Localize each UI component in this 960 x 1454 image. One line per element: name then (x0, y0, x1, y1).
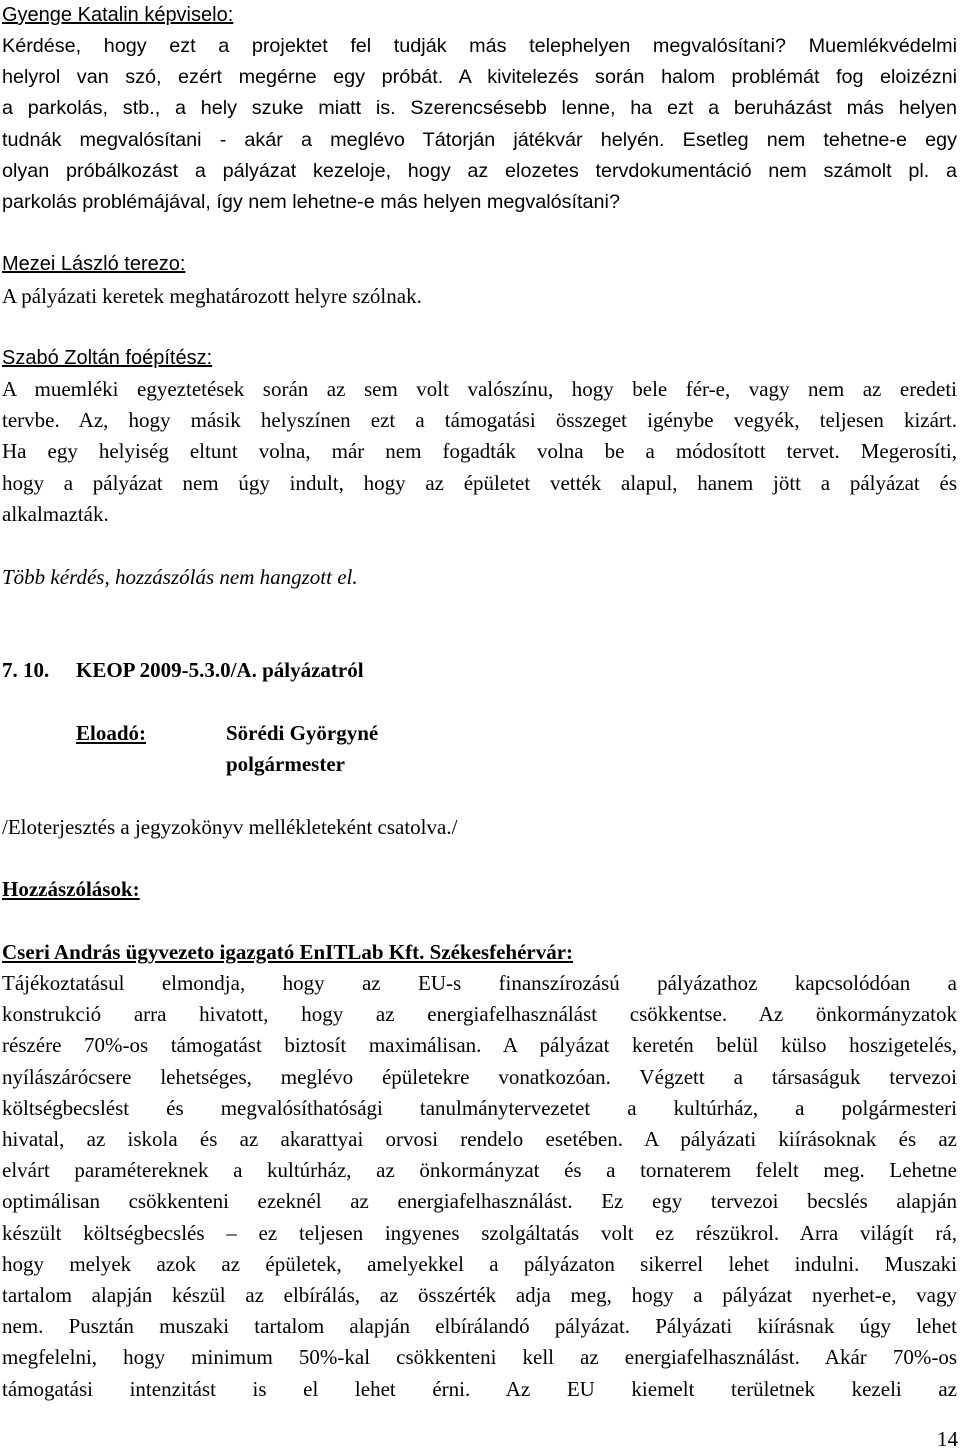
closing-note: Több kérdés, hozzászólás nem hangzott el. (2, 565, 358, 589)
paragraph-line: hivatal, az iskola és az akarattyai orvosi rendelo esetében. A pályázati kiírásoknak és az (2, 1127, 957, 1152)
paragraph-line: A pályázati keretek meghatározott helyre szólnak. (2, 284, 422, 308)
paragraph-line: tudnák megvalósítani - akár a meglévo Tátorján játékvár helyén. Esetleg nem tehetne-e egy (2, 128, 957, 151)
speech-paragraph-szabo (2, 374, 957, 530)
paragraph-line: nem. Pusztán muszaki tartalom alapján elbírálandó pályázat. Pályázati kiírásnak úgy lehet (2, 1314, 957, 1339)
paragraph-line: részére 70%-os támogatást biztosít maximálisan. A pályázat keretén belül külso hoszigetelés, (2, 1033, 957, 1058)
paragraph-line: olyan próbálkozást a pályázat kezeloje, hogy az elozetes tervdokumentáció nem számolt pl. a (2, 159, 957, 182)
paragraph-line: nyílászárócsere lehetséges, meglévo épületekre vonatkozóan. Végzett a társaságuk tervezoi (2, 1064, 957, 1089)
paragraph-line: elvárt paramétereknek a kultúrház, az önkormányzat és a tornaterem felelt meg. Lehetne (2, 1158, 957, 1183)
agenda-number: 7. 10. (2, 658, 50, 682)
paragraph-line: tervbe. Az, hogy másik helyszínen ezt a támogatási összeget igénybe vegyék, teljesen kizárt. (2, 408, 957, 433)
paragraph-line: parkolás problémájával, így nem lehetne-e más helyen megvalósítani? (2, 191, 620, 214)
comments-heading: Hozzászólások: (2, 877, 140, 901)
paragraph-line: konstrukció arra hivatott, hogy az energiafelhasználást csökkentse. Az önkormányzatok (2, 1002, 957, 1027)
page-number: 14 (937, 1427, 958, 1451)
paragraph-line: optimálisan csökkenteni ezeknél az energiafelhasználást. Ez egy tervezoi becslés alapján (2, 1189, 957, 1214)
speech-paragraph-cseri (2, 968, 957, 1405)
presenter-role: polgármester (226, 752, 345, 776)
speaker-heading-gyenge: Gyenge Katalin képviselo: (2, 4, 234, 26)
paragraph-line: alkalmazták. (2, 501, 109, 526)
attachment-note: /Eloterjesztés a jegyzokönyv mellékleteként csatolva./ (2, 815, 458, 839)
paragraph-line: Tájékoztatásul elmondja, hogy az EU-s finanszírozású pályázathoz kapcsolódóan a (2, 971, 957, 995)
speaker-heading-cseri: Cseri András ügyvezeto igazgató EnITLab Kft. Székesfehérvár: (2, 940, 574, 964)
paragraph-line: támogatási intenzitást is el lehet érni. Az EU kiemelt területnek kezeli az (2, 1376, 957, 1401)
agenda-title: KEOP 2009-5.3.0/A. pályázatról (76, 658, 364, 682)
paragraph-line: megfelelni, hogy minimum 50%-kal csökkenteni kell az energiafelhasználást. Akár 70%-os (2, 1345, 957, 1370)
speaker-heading-szabo: Szabó Zoltán foépítész: (2, 347, 213, 369)
presenter-name: Sörédi Györgyné (226, 721, 379, 745)
paragraph-line: hogy a pályázat nem úgy indult, hogy az épületet vették alapul, hanem jött a pályázat és (2, 470, 957, 495)
paragraph-line: készült költségbecslés – ez teljesen ingyenes szolgáltatás volt ez részükrol. Arra világít rá, (2, 1220, 957, 1245)
presenter-label: Eloadó: (76, 721, 147, 745)
speech-paragraph-gyenge (2, 31, 957, 218)
paragraph-line: költségbecslést és megvalósíthatósági tanulmánytervezetet a kultúrház, a polgármesteri (2, 1095, 957, 1120)
paragraph-line: helyrol van szó, ezért megérne egy próbát. A kivitelezés során halom problémát fog eloizézni (2, 66, 957, 89)
paragraph-line: A muemléki egyeztetések során az sem volt valószínu, hogy bele fér-e, vagy nem az eredeti (2, 377, 957, 401)
paragraph-line: a parkolás, stb., a hely szuke miatt is. Szerencsésebb lenne, ha ezt a beruházást más helyen (2, 97, 957, 120)
speech-paragraph-mezei (2, 281, 957, 312)
paragraph-line: Kérdése, hogy ezt a projektet fel tudják más telephelyen megvalósítani? Muemlékvédelmi (2, 35, 957, 57)
paragraph-line: tartalom alapján készül az elbírálás, az összérték adja meg, hogy a pályázat nyerhet-e, vagy (2, 1283, 957, 1308)
paragraph-line: Ha egy helyiség eltunt volna, már nem fogadták volna be a módosított tervet. Megerosíti, (2, 439, 957, 464)
speaker-heading-mezei: Mezei László terezo: (2, 253, 186, 275)
paragraph-line: hogy melyek azok az épületek, amelyekkel a pályázaton sikerrel lehet indulni. Muszaki (2, 1251, 957, 1276)
